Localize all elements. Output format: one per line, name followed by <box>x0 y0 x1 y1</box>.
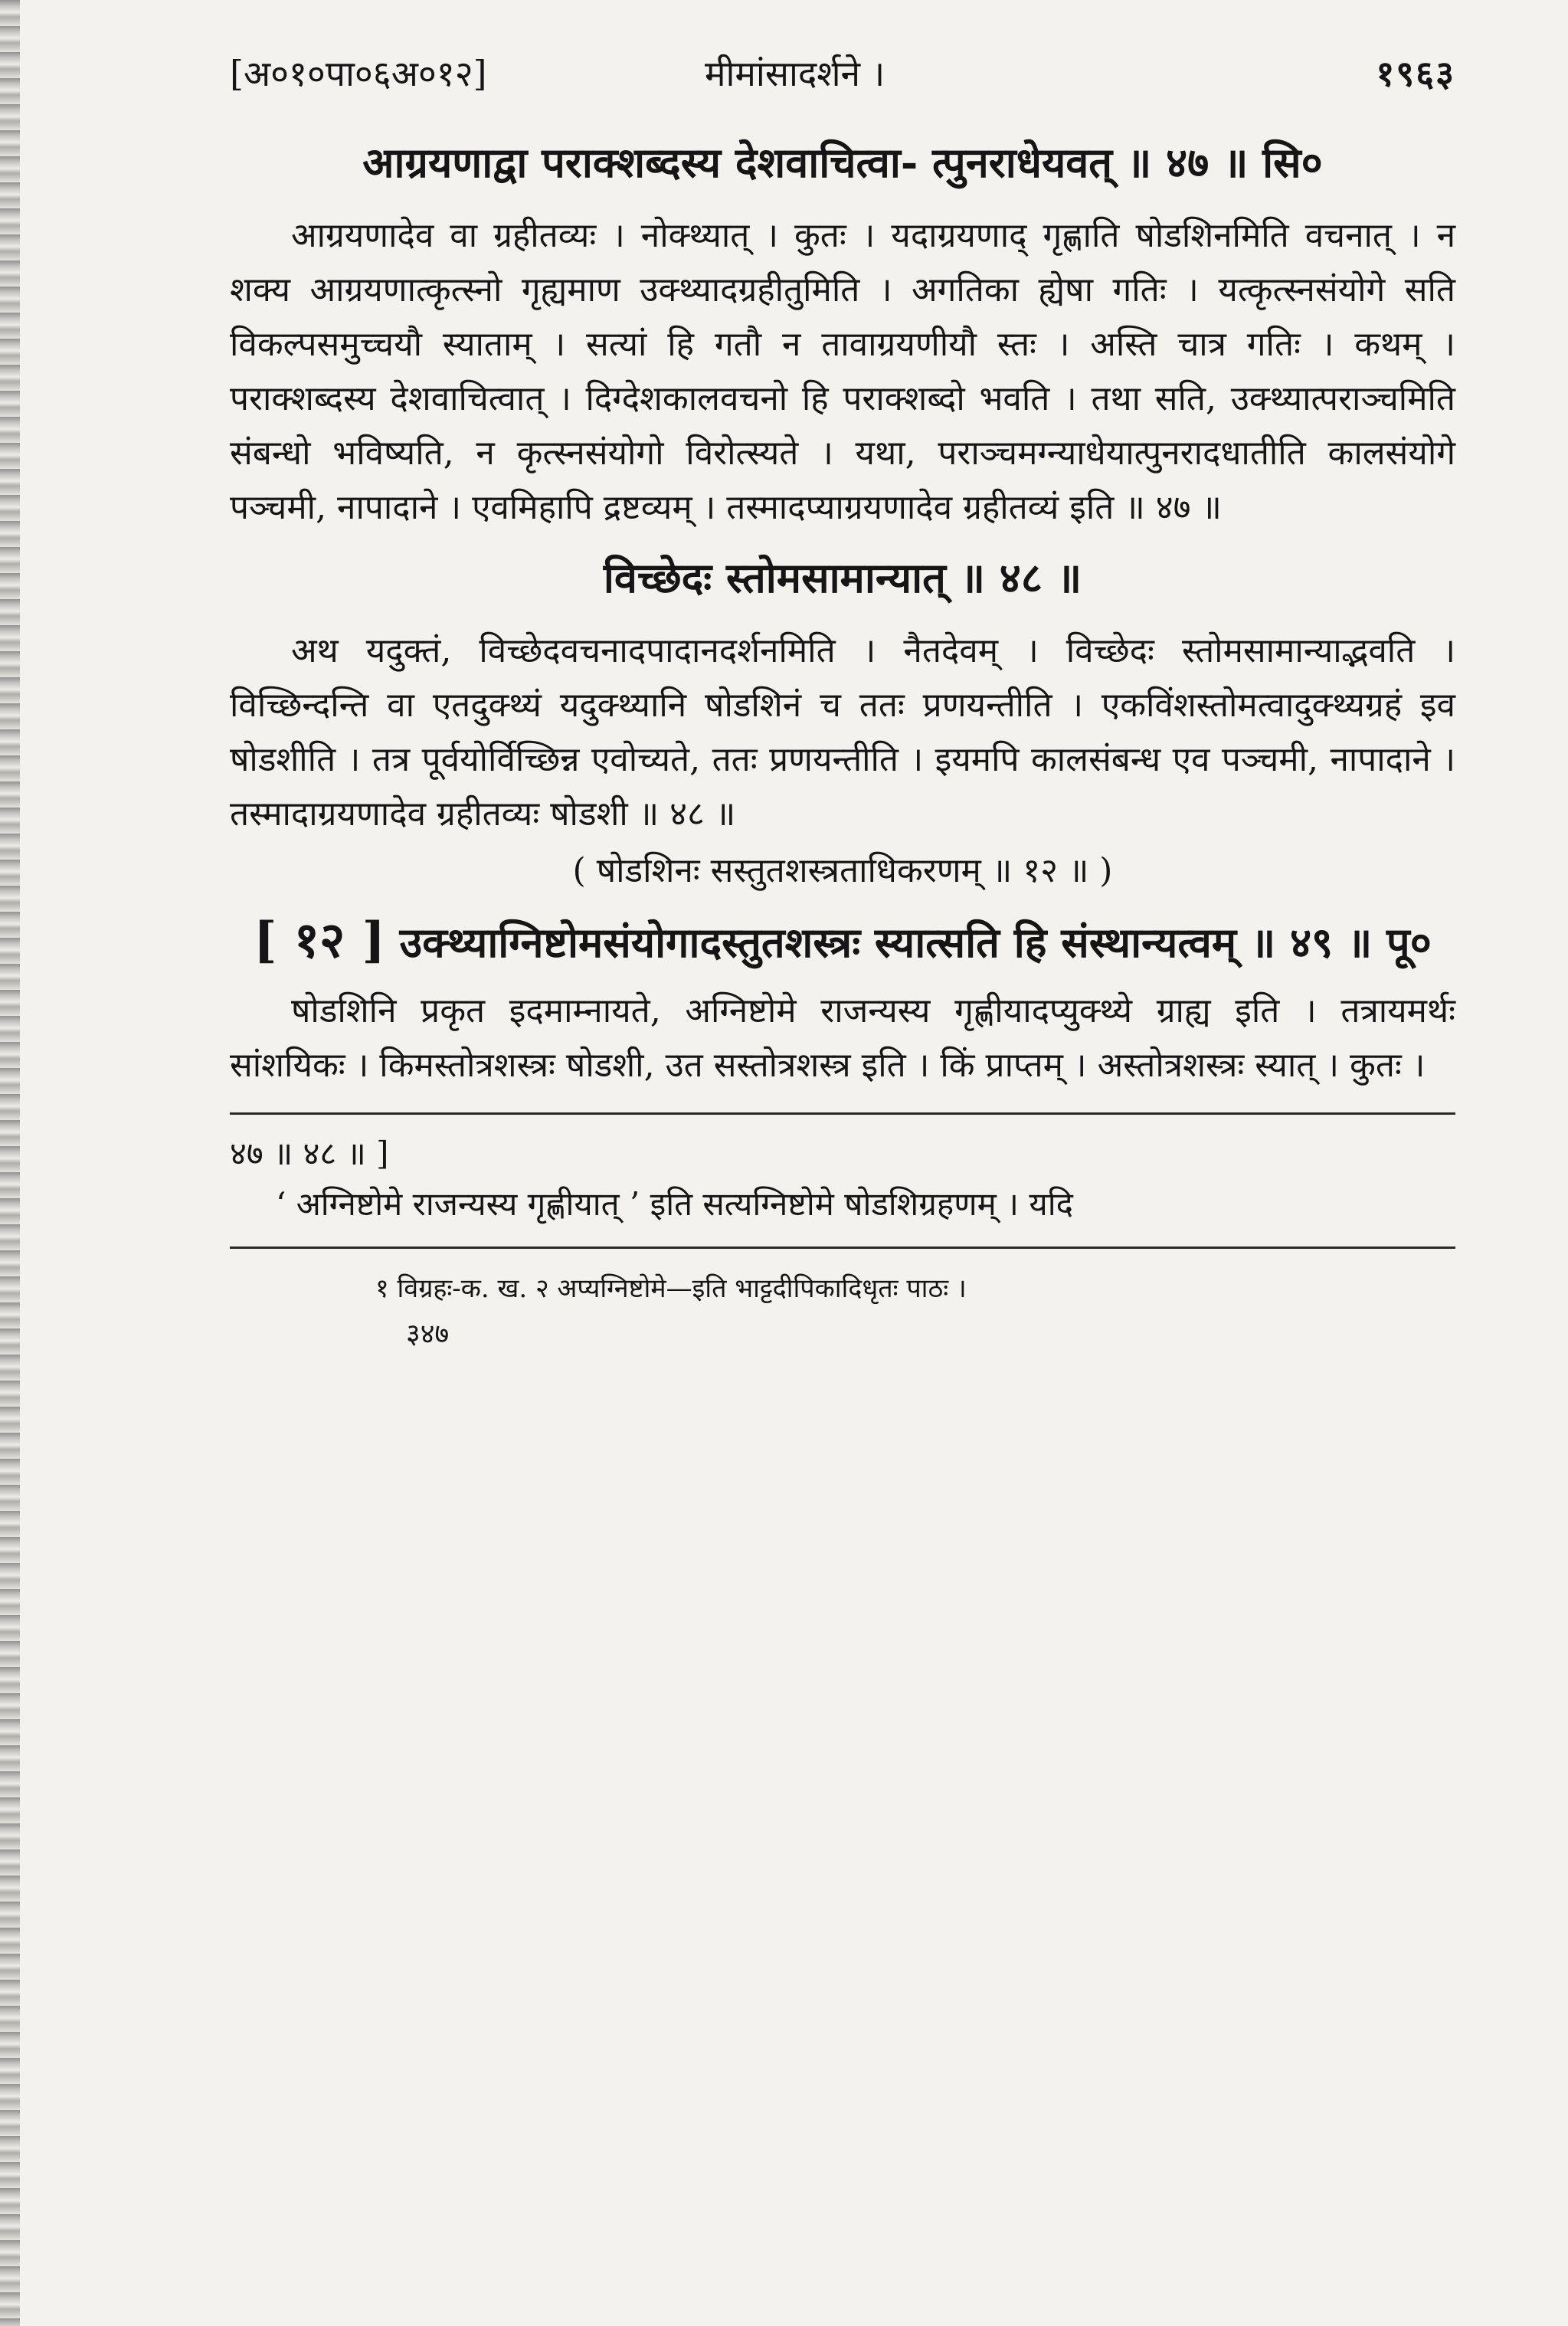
lower-commentary-refs: ४७ ॥ ४८ ॥ ] <box>230 1135 389 1172</box>
printer-signature: ३४७ <box>406 1319 450 1350</box>
footnote-rule <box>230 1247 1455 1249</box>
sutra-49 <box>230 906 1455 978</box>
sutra-48: विच्छेदः स्तोमसामान्यात् ॥ ४८ ॥ <box>603 553 1082 602</box>
scanned-page-edge <box>0 0 20 2326</box>
commentary-48: अथ यदुक्तं, विच्छेदवचनादपादानदर्शनमिति । नैतदेवम् । विच्छेदः स्तोमसामान्याद्भवति । विच्छिन्दन्ति वा एतदुक्थ्यं यदुक्थ्यानि षोडशिनं च ततः प्रणयन्तीति । एकविंशस्तोमत्वादुक्थ्यग्रहं इव षोडशीति । तत्र पूर्वयोर्विच्छिन्न एवोच्यते, ततः प्रणयन्तीति । इयमपि कालसंबन्ध एव पञ्चमी, नापादाने । तस्मादाग्रयणादेव ग्रहीतव्यः षोडशी ॥ ४८ ॥ <box>230 631 1455 834</box>
running-header <box>230 49 1455 120</box>
page-number: १९६३ <box>1376 53 1455 94</box>
sutra-49-text: उक्थ्याग्निष्टोमसंयोगादस्तुतशस्त्रः स्यात्सति हि संस्थान्यत्वम् ॥ ४९ ॥ पू० <box>399 918 1432 967</box>
commentary-49: षोडशिनि प्रकृत इदमाम्नायते, अग्निष्टोमे राजन्यस्य गृह्णीयादप्युक्थ्ये ग्राह्य इति । तत्रायमर्थः सांशयिकः । किमस्तोत्रशस्त्रः षोडशी, उत सस्तोत्रशस्त्र इति । किं प्राप्तम् । अस्तोत्रशस्त्रः स्यात् । कुतः । <box>230 991 1455 1085</box>
lower-commentary-text: ‘ अग्निष्टोमे राजन्यस्य गृह्णीयात् ’ इति सत्यग्निष्टोमे षोडशिग्रहणम् । यदि <box>276 1185 1073 1223</box>
footnote: १ विग्रहः-क. ख. २ अप्यग्निष्टोमे—इति भाट्टदीपिकादिधृतः पाठः । <box>375 1273 967 1304</box>
book-page <box>230 49 1455 2286</box>
header-book-title: मीमांसादर्शने । <box>705 53 885 94</box>
adhikarana-number: [ १२ ] <box>254 912 385 969</box>
commentary-47: आग्रयणादेव वा ग्रहीतव्यः । नोक्थ्यात् । कुतः । यदाग्रयणाद् गृह्णाति षोडशिनमिति वचनात् । न शक्य आग्रयणात्कृत्स्नो गृह्यमाण उक्थ्यादग्रहीतुमिति । अगतिका ह्येषा गतिः । यत्कृत्स्नसंयोगे सति विकल्पसमुच्चयौ स्याताम् । सत्यां हि गतौ न तावाग्रयणीयौ स्तः । अस्ति चात्र गतिः । कथम् । पराक्शब्दस्य देशवाचित्वात् । दिग्देशकालवचनो हि पराक्शब्दो भवति । तथा सति, उक्थ्यात्पराञ्चमिति संबन्धो भविष्यति, न कृत्स्नसंयोगो विरोत्स्यते । यथा, पराञ्चमग्न्याधेयात्पुनरादधातीति कालसंयोगे पञ्चमी, नापादाने । एवमिहापि द्रष्टव्यम् । तस्मादप्याग्रयणादेव ग्रहीतव्यं इति ॥ ४७ ॥ <box>230 216 1455 527</box>
divider-rule <box>230 1112 1455 1115</box>
sutra-47: आग्रयणाद्वा पराक्शब्दस्य देशवाचित्वा- त्पुनराधेयवत् ॥ ४७ ॥ सि० <box>362 138 1323 187</box>
header-reference: [अ०१०पा०६अ०१२] <box>230 53 487 94</box>
adhikarana-heading: ( षोडशिनः सस्तुतशस्त्रताधिकरणम् ॥ १२ ॥ ) <box>572 851 1113 890</box>
